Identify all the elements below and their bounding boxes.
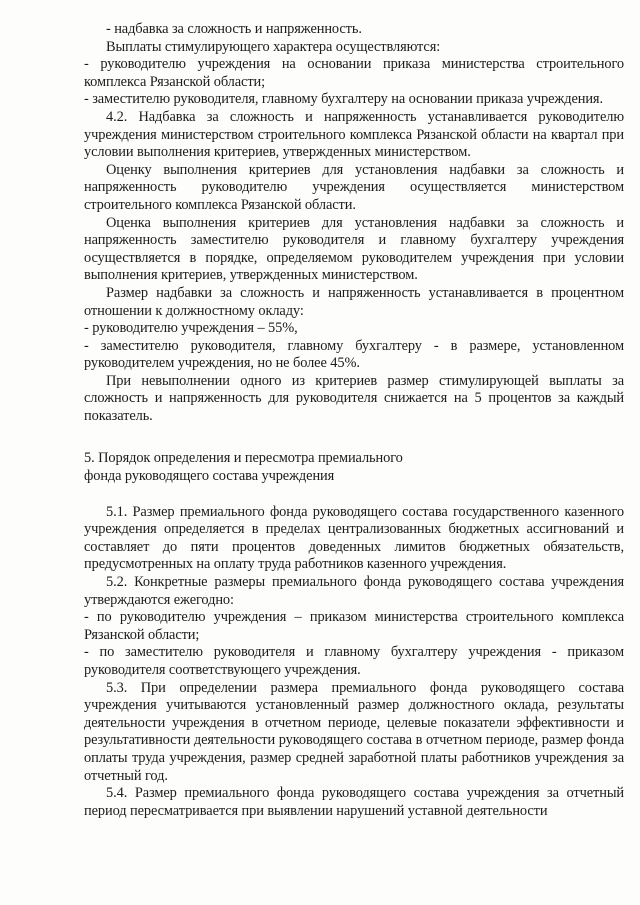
paragraph: Оценка выполнения критериев для установления надбавки за сложность и напряженность заместителю руководителя и главному бухгалтеру учреждения осуществляется в порядке, определяемом руководителем учреждения при условии выполнения критериев, утвержденных министерством. (84, 214, 624, 284)
paragraph: - руководителю учреждения на основании приказа министерства строительного комплекса Рязанской области; (84, 56, 624, 90)
paragraph: 5.1. Размер премиального фонда руководящего состава государственного казенного учреждения определяется в пределах централизованных бюджетных ассигнований и составляет до пяти процентов доведенных лимитов бюджетных обязательств, предусмотренных на оплату труда работников казенного учреждения. (84, 503, 624, 573)
paragraph: - руководителю учреждения – 55%, (84, 320, 298, 337)
paragraph: Выплаты стимулирующего характера осуществляются: (106, 38, 441, 55)
paragraph: 4.2. Надбавка за сложность и напряженность устанавливается руководителю учреждения министерством строительного комплекса Рязанской области на квартал при условии выполнения критериев, утвержденных министерством. (84, 108, 624, 161)
paragraph: - по руководителю учреждения – приказом министерства строительного комплекса Рязанской области; (84, 609, 624, 643)
paragraph: - по заместителю руководителя и главному бухгалтеру учреждения - приказом руководителя соответствующего учреждения. (84, 644, 624, 678)
paragraph: При невыполнении одного из критериев размер стимулирующей выплаты за сложность и напряженность для руководителя снижается на 5 процентов за каждый показатель. (84, 372, 624, 425)
paragraph: Оценку выполнения критериев для установления надбавки за сложность и напряженность руководителю учреждения осуществляется министерством строительного комплекса Рязанской области. (84, 161, 624, 213)
paragraph: - заместителю руководителя, главному бухгалтеру на основании приказа учреждения. (84, 91, 603, 108)
spacer (84, 485, 624, 504)
paragraph: - заместителю руководителя, главному бухгалтеру - в размере, установленном руководителем учреждения, но не более 45%. (84, 337, 624, 372)
paragraph: 5.2. Конкретные размеры премиального фонда руководящего состава учреждения утверждаются ежегодно: (84, 574, 624, 608)
paragraph: 5.4. Размер премиального фонда руководящего состава учреждения за отчетный период пересматривается при выявлении нарушений уставной деятельности (84, 785, 624, 819)
section-heading-line-1: 5. Порядок определения и пересмотра премиального (84, 449, 403, 466)
paragraph: Размер надбавки за сложность и напряженность устанавливается в процентном отношении к должностному окладу: (84, 284, 624, 319)
paragraph: 5.3. При определении размера премиального фонда руководящего состава учреждения учитываются установленный размер должностного оклада, результаты деятельности учреждения в отчетном периоде, целевые показатели эффективности и результативности деятельности руководящего состава в отчетном периоде, размер фонда оплаты труда учреждения, размер средней заработной платы работников учреждения за отчетный год. (84, 679, 624, 784)
spacer (84, 426, 624, 449)
document-body (84, 21, 624, 820)
section-heading-line-2: фонда руководящего состава учреждения (84, 467, 335, 484)
paragraph: - надбавка за сложность и напряженность. (106, 21, 362, 37)
